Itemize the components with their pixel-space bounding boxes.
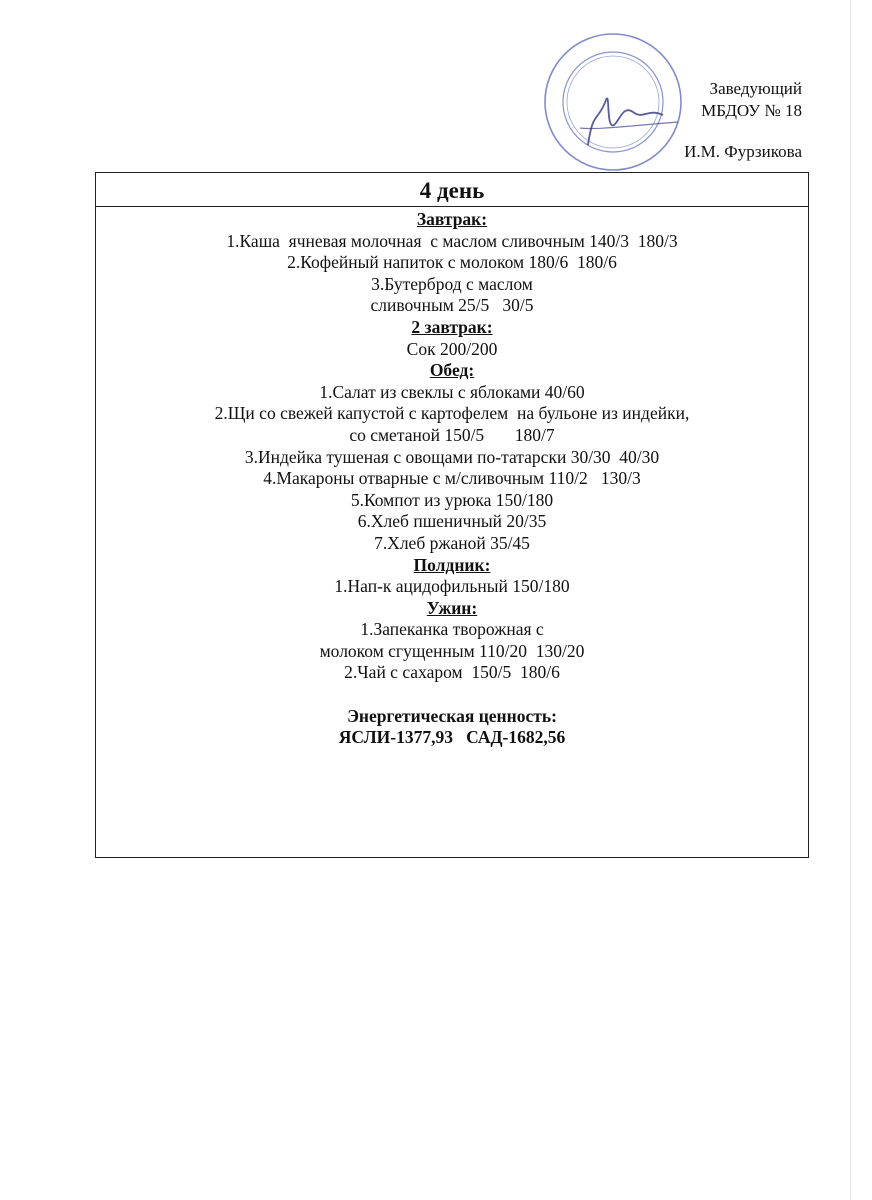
section-title-dinner: Ужин: xyxy=(426,597,478,618)
menu-item: 5.Компот из урюка 150/180 xyxy=(350,489,554,510)
menu-item: 1.Запеканка творожная с xyxy=(360,619,544,640)
menu-item: 3.Бутерброд с маслом xyxy=(371,273,533,294)
menu-item: 2.Кофейный напиток с молоком 180/6 180/6 xyxy=(287,252,617,273)
menu-item: 4.Макароны отварные с м/сливочным 110/2 130/3 xyxy=(263,468,641,489)
menu-item: 1.Нап-к ацидофильный 150/180 xyxy=(334,576,570,597)
approval-org: МБДОУ № 18 xyxy=(701,101,802,120)
spacer xyxy=(96,684,808,706)
approval-name: И.М. Фурзикова xyxy=(684,142,802,161)
day-title: 4 день xyxy=(96,173,808,207)
menu-item: 2.Щи со свежей капустой с картофелем на бульоне из индейки, xyxy=(214,403,690,424)
menu-item: со сметаной 150/5 180/7 xyxy=(349,424,555,445)
section-title-breakfast: Завтрак: xyxy=(416,209,488,229)
section-title-second-breakfast: 2 завтрак: xyxy=(411,316,493,337)
approval-block xyxy=(642,78,802,163)
menu-item: молоком сгущенным 110/20 130/20 xyxy=(319,640,585,661)
menu-item: 3.Индейка тушеная с овощами по-татарски 30/30 40/30 xyxy=(244,446,660,467)
menu-content xyxy=(96,207,808,749)
menu-item: 1.Каша ячневая молочная с маслом сливочным 140/3 180/3 xyxy=(226,230,678,251)
menu-item: 6.Хлеб пшеничный 20/35 xyxy=(357,511,547,532)
energy-label: Энергетическая ценность: xyxy=(347,705,557,726)
menu-item: Сок 200/200 xyxy=(406,338,498,359)
menu-item: сливочным 25/5 30/5 xyxy=(370,295,534,316)
menu-item: 1.Салат из свеклы с яблоками 40/60 xyxy=(319,381,585,402)
section-title-lunch: Обед: xyxy=(429,360,475,381)
menu-item: 7.Хлеб ржаной 35/45 xyxy=(374,532,530,553)
approval-role: Заведующий xyxy=(709,79,802,98)
menu-item: 2.Чай с сахаром 150/5 180/6 xyxy=(344,662,560,683)
energy-values: ЯСЛИ-1377,93 САД-1682,56 xyxy=(338,727,566,748)
section-title-snack: Полдник: xyxy=(413,554,491,575)
menu-table xyxy=(95,172,809,858)
